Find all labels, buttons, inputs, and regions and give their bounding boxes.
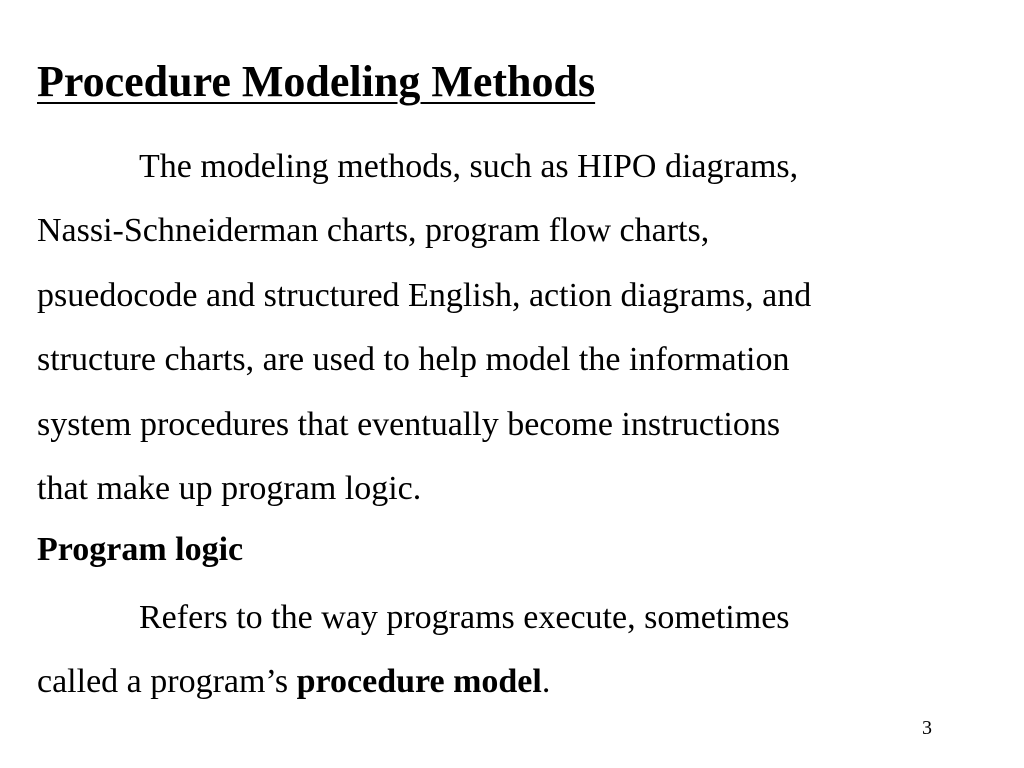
paragraph-line: system procedures that eventually become instructions	[37, 405, 781, 443]
paragraph-line	[37, 135, 997, 199]
paragraph-line: structure charts, are used to help model the information	[37, 341, 790, 379]
definition-paragraph	[37, 586, 997, 715]
paragraph-line-text: called a program’s	[37, 663, 297, 701]
intro-paragraph	[37, 135, 997, 521]
page-number: 3	[922, 717, 932, 739]
slide-title: Procedure Modeling Methods	[37, 57, 596, 106]
paragraph-line	[37, 586, 997, 650]
emphasized-term: procedure model	[296, 663, 542, 701]
paragraph-line-text: .	[541, 663, 551, 701]
section-heading: Program logic	[37, 531, 244, 568]
paragraph-line	[37, 650, 997, 714]
paragraph-line: that make up program logic.	[37, 470, 422, 508]
paragraph-line: psuedocode and structured English, action diagrams, and	[37, 276, 812, 314]
paragraph-line-text: The modeling methods, such as HIPO diagrams,	[139, 148, 799, 185]
paragraph-line-text: Refers to the way programs execute, sometimes	[139, 599, 790, 636]
paragraph-line: Nassi-Schneiderman charts, program flow charts,	[37, 212, 710, 250]
